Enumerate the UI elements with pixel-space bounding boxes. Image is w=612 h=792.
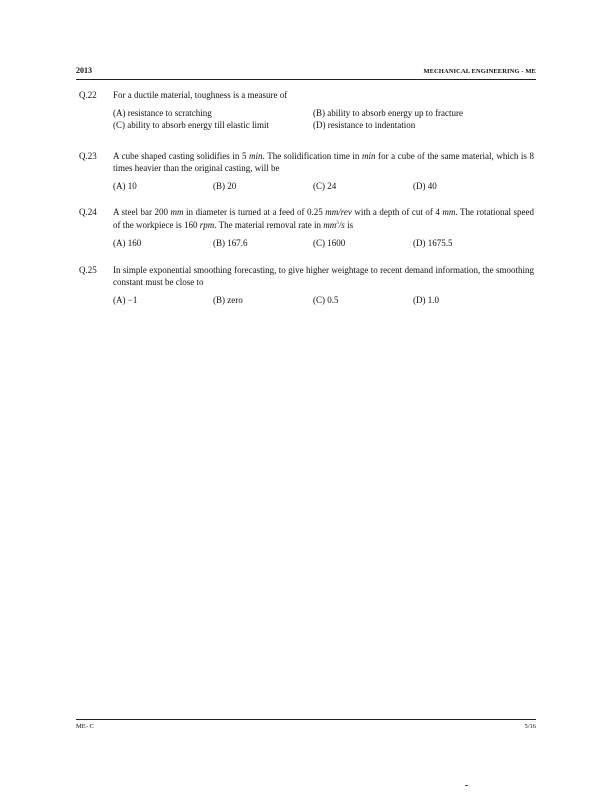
question-number: Q.22 bbox=[79, 90, 97, 100]
option-b: (B) ability to absorb energy up to fracture bbox=[313, 108, 464, 118]
option-d: (D) 1675.5 bbox=[413, 238, 453, 248]
option-d: (D) resistance to indentation bbox=[313, 120, 416, 130]
options bbox=[113, 180, 534, 192]
question-text: For a ductile material, toughness is a measure of bbox=[113, 90, 288, 100]
option-c: (C) 1600 bbox=[313, 238, 346, 248]
question-25 bbox=[79, 264, 534, 306]
question-24 bbox=[79, 206, 534, 249]
question-number: Q.25 bbox=[79, 265, 97, 275]
footer-rule bbox=[76, 719, 536, 720]
question-23 bbox=[79, 150, 534, 192]
question-text: A cube shaped casting solidifies in 5 min. The solidification time in min for a cube of the same material, which is 8 times heavier than the original casting, will be bbox=[113, 151, 534, 173]
question-text: In simple exponential smoothing forecasting, to give higher weightage to recent demand information, the smoothing constant must be close to bbox=[113, 265, 534, 287]
option-a: (A) −1 bbox=[113, 295, 138, 305]
question-22 bbox=[79, 89, 534, 131]
option-c: (C) 0.5 bbox=[313, 295, 339, 305]
option-a: (A) 160 bbox=[113, 238, 142, 248]
options bbox=[113, 107, 534, 131]
option-a: (A) 10 bbox=[113, 181, 137, 191]
option-b: (B) zero bbox=[213, 295, 243, 305]
option-a: (A) resistance to scratching bbox=[113, 108, 212, 118]
page-header bbox=[76, 66, 536, 75]
option-c: (C) 24 bbox=[313, 181, 337, 191]
exam-subject: MECHANICAL ENGINEERING - ME bbox=[423, 68, 536, 75]
paper-code: ME- C bbox=[76, 723, 94, 730]
option-d: (D) 1.0 bbox=[413, 295, 439, 305]
options bbox=[113, 294, 534, 306]
page-footer bbox=[76, 723, 536, 730]
scan-mark bbox=[465, 785, 468, 786]
option-c: (C) ability to absorb energy till elastic limit bbox=[113, 120, 270, 130]
options bbox=[113, 237, 534, 249]
question-number: Q.23 bbox=[79, 151, 97, 161]
exam-year: 2013 bbox=[76, 66, 92, 75]
option-b: (B) 167.6 bbox=[213, 238, 248, 248]
header-rule bbox=[76, 79, 536, 80]
option-b: (B) 20 bbox=[213, 181, 237, 191]
option-d: (D) 40 bbox=[413, 181, 437, 191]
question-number: Q.24 bbox=[79, 207, 97, 217]
question-text: A steel bar 200 mm in diameter is turned at a feed of 0.25 mm/rev with a depth of cut of 4 mm. The rotational speed of the workpiece is 160 rpm. The material removal rate in $mm^3/s$ is bbox=[113, 207, 534, 230]
page-number: 5/16 bbox=[524, 723, 536, 730]
